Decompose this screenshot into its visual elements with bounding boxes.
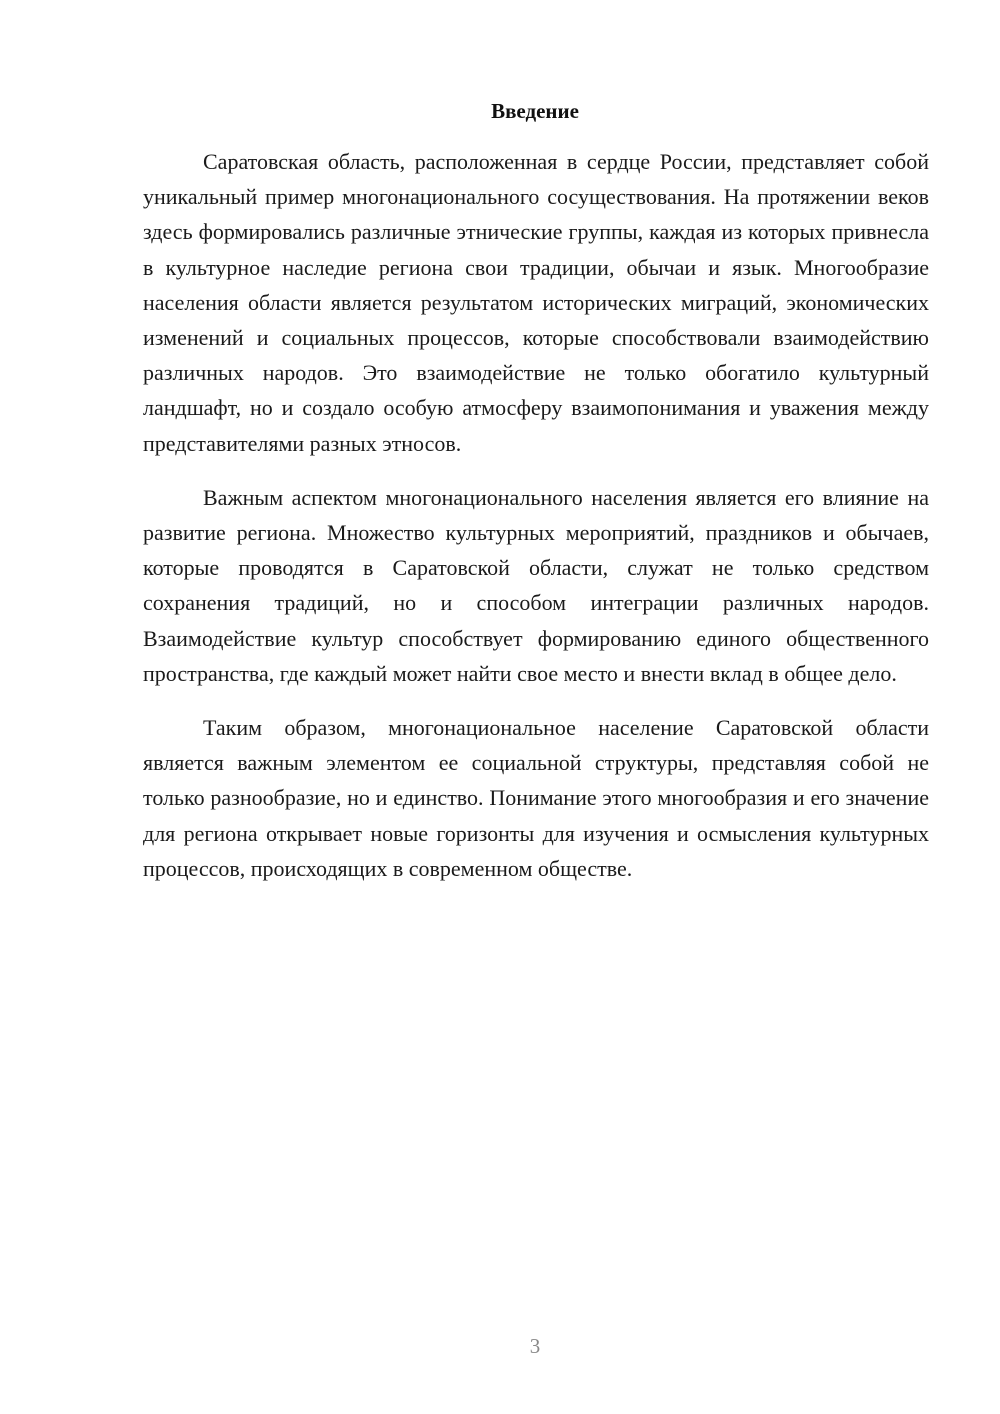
paragraph-1: Саратовская область, расположенная в сердце России, представляет собой уникальный пример многонационального сосуществования. На протяжении веков здесь формировались различные этнические группы, каждая из которых привнесла в культурное наследие региона свои традиции, обычаи и язык. Многообразие населения области является результатом исторических миграций, экономических изменений и социальных процессов, которые способствовали взаимодействию различных народов. Это взаимодействие не только обогатило культурный ландшафт, но и создало особую атмосферу взаимопонимания и уважения между представителями разных этносов. xyxy=(143,149,929,456)
paragraph-3: Таким образом, многонациональное население Саратовской области является важным элементом ее социальной структуры, представляя собой не только разнообразие, но и единство. Понимание этого многообразия и его значение для региона открывает новые горизонты для изучения и осмысления культурных процессов, происходящих в современном обществе. xyxy=(143,715,929,881)
paragraph-2: Важным аспектом многонационального населения является его влияние на развитие региона. Множество культурных мероприятий, праздников и обычаев, которые проводятся в Саратовской области, служат не только средством сохранения традиций, но и способом интеграции различных народов. Взаимодействие культур способствует формированию единого общественного пространства, где каждый может найти свое место и внести вклад в общее дело. xyxy=(143,484,929,686)
page-number: 3 xyxy=(529,1334,541,1358)
page-title: Введение xyxy=(491,99,579,123)
document-body xyxy=(143,144,929,905)
